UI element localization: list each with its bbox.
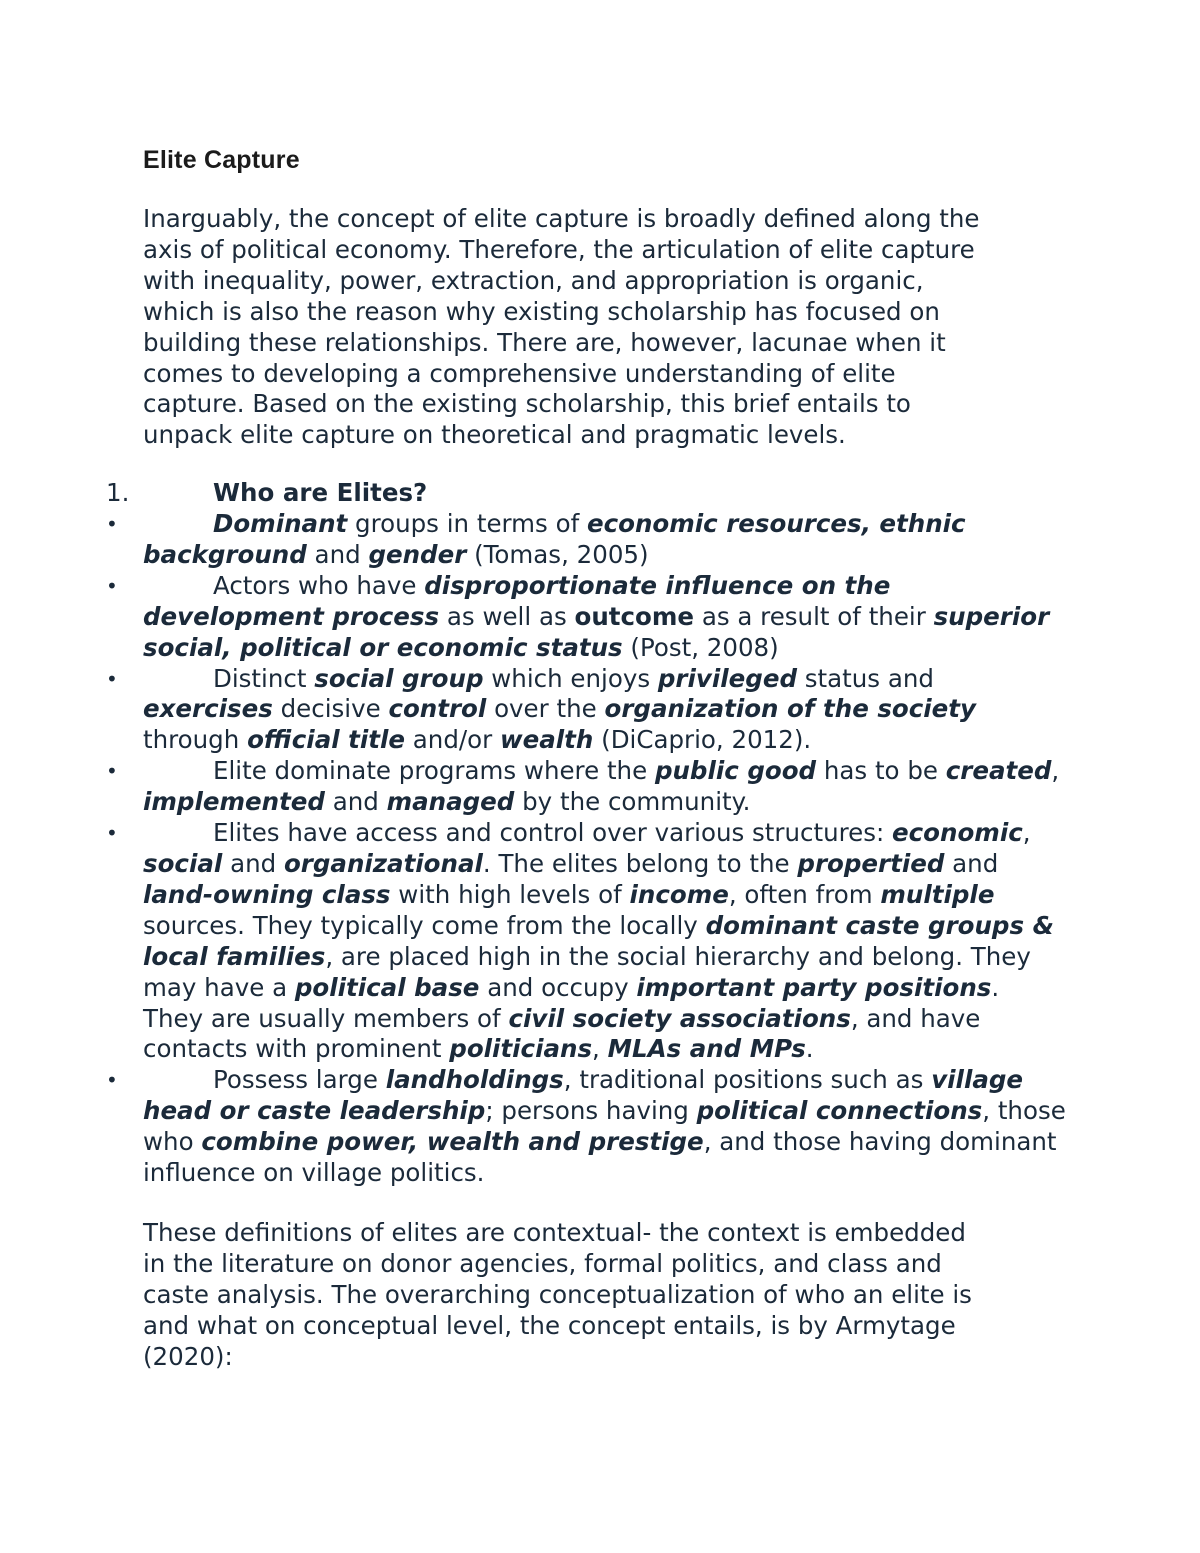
plain-text: and bbox=[944, 848, 999, 878]
intro-line: comes to developing a comprehensive understanding of elite bbox=[143, 358, 896, 388]
bullet-item bbox=[106, 509, 1066, 571]
emphasis-text: managed bbox=[386, 787, 515, 817]
bullet-marker: • bbox=[106, 759, 118, 784]
plain-text: Elite dominate programs where the bbox=[213, 756, 655, 786]
plain-text: decisive bbox=[272, 694, 389, 724]
emphasis-text: exercises bbox=[143, 694, 273, 724]
plain-text: status and bbox=[796, 663, 934, 693]
plain-text: Actors who have bbox=[213, 570, 425, 600]
emphasis-text: disproportionate influence on the development process bbox=[143, 570, 891, 631]
plain-text: , bbox=[592, 1034, 608, 1064]
bullet-marker: • bbox=[106, 573, 118, 598]
plain-text: and bbox=[306, 539, 369, 569]
plain-text: . The elites belong to the bbox=[482, 848, 798, 878]
emphasis-text: politicians bbox=[449, 1034, 593, 1064]
emphasis-text: village head or caste leadership bbox=[143, 1065, 1024, 1126]
bullet-text bbox=[143, 756, 1066, 818]
intro-line: Inarguably, the concept of elite capture is broadly defined along the bbox=[143, 204, 980, 233]
emphasis-text: organization of the society bbox=[604, 694, 976, 724]
plain-text: . They are usually members of bbox=[143, 972, 1000, 1033]
emphasis-text: social group bbox=[314, 663, 484, 693]
emphasis-text: organizational bbox=[283, 848, 483, 878]
plain-text: outcome bbox=[574, 601, 695, 631]
plain-text: (Post, 2008) bbox=[622, 632, 779, 662]
bullet-text bbox=[143, 509, 1066, 571]
emphasis-text: important party positions bbox=[636, 972, 992, 1002]
emphasis-text: gender bbox=[368, 539, 467, 569]
plain-text: , traditional positions such as bbox=[563, 1065, 932, 1095]
plain-text: has to be bbox=[816, 756, 946, 786]
emphasis-text: superior social, political or economic status bbox=[143, 601, 1050, 662]
emphasis-text: implemented bbox=[143, 787, 325, 817]
emphasis-text: economic resources, ethnic background bbox=[143, 509, 966, 569]
plain-text: (DiCaprio, 2012). bbox=[593, 725, 812, 755]
bullet-item bbox=[106, 818, 1066, 1065]
emphasis-text: privileged bbox=[657, 663, 797, 693]
intro-paragraph bbox=[143, 204, 1063, 451]
emphasis-text: land-owning class bbox=[143, 879, 391, 909]
emphasis-text: wealth bbox=[500, 725, 594, 755]
intro-line: axis of political economy. Therefore, the articulation of elite capture bbox=[143, 234, 975, 264]
bullet-marker: • bbox=[106, 666, 118, 691]
plain-text: and occupy bbox=[479, 972, 637, 1002]
intro-line: building these relationships. There are, however, lacunae when it bbox=[143, 327, 946, 357]
plain-text: . bbox=[805, 1034, 814, 1064]
closing-line: caste analysis. The overarching conceptualization of who an elite is bbox=[143, 1279, 972, 1309]
emphasis-text: income bbox=[629, 879, 729, 909]
emphasis-text: multiple bbox=[880, 879, 995, 909]
plain-text: and bbox=[222, 848, 284, 878]
plain-text: , bbox=[1051, 756, 1060, 786]
bullet-marker: • bbox=[106, 821, 118, 846]
plain-text: by the community. bbox=[514, 787, 751, 817]
bullet-text bbox=[143, 664, 1066, 757]
closing-paragraph bbox=[143, 1218, 1063, 1373]
emphasis-text: political connections bbox=[696, 1096, 983, 1126]
plain-text: , those who bbox=[143, 1096, 1066, 1157]
emphasis-text: civil society associations bbox=[508, 1003, 851, 1033]
plain-text: (Tomas, 2005) bbox=[466, 539, 649, 569]
plain-text: with high levels of bbox=[390, 879, 630, 909]
plain-text: and bbox=[324, 787, 387, 817]
plain-text: ; persons having bbox=[485, 1096, 697, 1126]
plain-text: which enjoys bbox=[483, 663, 658, 693]
closing-line: and what on conceptual level, the concept entails, is by Armytage bbox=[143, 1310, 956, 1340]
plain-text: over the bbox=[486, 694, 605, 724]
plain-text: sources. They typically come from the locally bbox=[143, 910, 706, 940]
intro-line: with inequality, power, extraction, and appropriation is organic, bbox=[143, 265, 924, 295]
intro-line: unpack elite capture on theoretical and pragmatic levels. bbox=[143, 420, 846, 450]
emphasis-text: MLAs and MPs bbox=[607, 1034, 806, 1064]
emphasis-text: combine power, wealth and prestige bbox=[201, 1127, 704, 1157]
document-title: Elite Capture bbox=[143, 146, 300, 174]
plain-text: , are placed high in the social hierarchy and belong. They may have a bbox=[143, 941, 1031, 1002]
section-heading: Who are Elites? bbox=[213, 478, 428, 507]
plain-text: and/or bbox=[405, 725, 500, 755]
emphasis-text: dominant caste groups & local families bbox=[143, 910, 1054, 971]
emphasis-text: propertied bbox=[797, 848, 945, 878]
emphasis-text: political base bbox=[294, 972, 480, 1002]
closing-line: in the literature on donor agencies, formal politics, and class and bbox=[143, 1248, 942, 1278]
plain-text: Elites have access and control over various structures: bbox=[213, 818, 893, 848]
bullet-marker: • bbox=[106, 1068, 118, 1093]
bullet-marker: • bbox=[106, 512, 118, 536]
bullet-item bbox=[106, 664, 1066, 757]
emphasis-text: landholdings bbox=[385, 1065, 564, 1095]
emphasis-text: public good bbox=[654, 756, 817, 786]
intro-line: capture. Based on the existing scholarship, this brief entails to bbox=[143, 389, 911, 419]
intro-line: which is also the reason why existing scholarship has focused on bbox=[143, 296, 940, 326]
bullet-text bbox=[143, 571, 1066, 664]
plain-text: , and those having dominant influence on village politics. bbox=[143, 1127, 1057, 1188]
bullet-item bbox=[106, 571, 1066, 664]
emphasis-text: control bbox=[388, 694, 487, 724]
emphasis-text: official title bbox=[247, 725, 405, 755]
plain-text: groups in terms of bbox=[347, 509, 587, 538]
bullet-item bbox=[106, 1065, 1066, 1189]
plain-text: Possess large bbox=[213, 1065, 386, 1095]
emphasis-text: Dominant bbox=[213, 509, 348, 538]
section-number: 1. bbox=[106, 478, 130, 507]
bullet-text bbox=[143, 818, 1066, 1065]
emphasis-text: social bbox=[143, 848, 223, 878]
plain-text: as a result of their bbox=[694, 601, 934, 631]
plain-text: through bbox=[143, 725, 248, 755]
plain-text: , bbox=[1022, 818, 1031, 848]
emphasis-text: economic bbox=[892, 818, 1023, 848]
plain-text: , often from bbox=[728, 879, 881, 909]
bullet-text bbox=[143, 1065, 1066, 1189]
plain-text: as well as bbox=[439, 601, 575, 631]
plain-text: Distinct bbox=[213, 663, 315, 693]
closing-line: These definitions of elites are contextual- the context is embedded bbox=[143, 1218, 966, 1247]
closing-line: (2020): bbox=[143, 1341, 233, 1371]
emphasis-text: created bbox=[945, 756, 1052, 786]
bullet-list bbox=[106, 509, 1066, 1189]
plain-text: , and have contacts with prominent bbox=[143, 1003, 981, 1064]
bullet-item bbox=[106, 756, 1066, 818]
